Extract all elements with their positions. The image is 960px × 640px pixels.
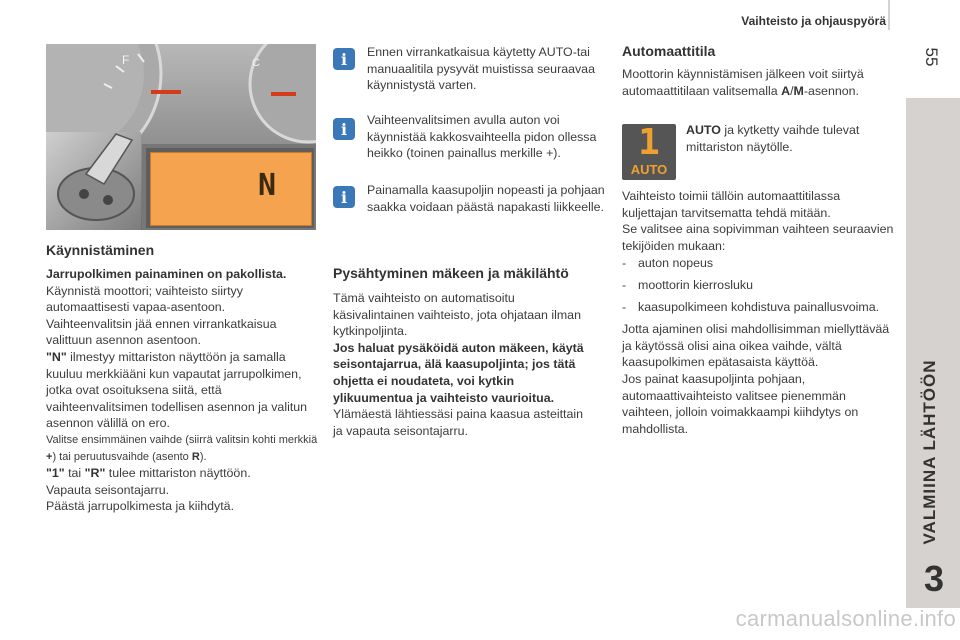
dashboard-gear-display-image: [46, 44, 316, 230]
header-rule: [888, 0, 890, 30]
hill-bold-warning: Jos haluat pysäköidä auton mäkeen, käytä seisontajarrua, älä kaasupoljinta; jos tätä ohjetta ei noudateta, voi kytkin ylikuumentua ja vaihteisto vaurioitua.: [333, 340, 584, 405]
start-n-paragraph: [46, 349, 318, 432]
gear-display-screen: [150, 152, 312, 226]
heading-start: Käynnistäminen: [46, 242, 155, 258]
list-item: - auton nopeus: [622, 256, 714, 271]
heading-auto: Automaattitila: [622, 43, 716, 59]
chapter-number: 3: [923, 558, 945, 599]
info-icon: i: [333, 48, 355, 70]
start-small-text: [46, 432, 318, 465]
gear-display-letter: N: [257, 168, 277, 203]
auto-indicator-word: AUTO: [630, 162, 668, 177]
list-item: - moottorin kierrosluku: [622, 277, 754, 292]
page-number: 55: [922, 47, 941, 67]
note-second-gear-start: Vaihteenvalitsimen avulla auton voi käynnistää kakkosvaihteella pidon ollessa heikko (toinen painallus merkille +).: [367, 113, 597, 161]
small-text-b: ) tai peruutusvaihde (asento: [52, 450, 192, 463]
svg-text:F: F: [122, 53, 130, 67]
section-start-body: [46, 266, 318, 515]
auto-indicator-text: [686, 122, 886, 155]
start-one-r-paragraph: [46, 465, 318, 482]
auto-para4: Jos painat kaasupoljinta pohjaan, automaattivaihteisto valitsee pienemmän vaihteen, jolloin voimakkaampi kiihdytys on mahdollista.: [622, 371, 859, 436]
n-label: "N": [46, 349, 67, 364]
small-r: R: [191, 450, 200, 463]
start-line2: Vaihteenvalitsin jää ennen virrankatkaisua valittuun asennon asentoon.: [46, 316, 277, 348]
list-item: - kaasupolkimeen kohdistuva painallusvoima.: [622, 299, 880, 314]
start-bold-intro: Jarrupolkimen painaminen on pakollista.: [46, 267, 287, 281]
chapter-title: VALMIINA LÄHTÖÖN: [920, 359, 939, 545]
hill-line2: Ylämäestä lähtiessäsi paina kaasua asteittain ja vapauta seisontajarru.: [333, 407, 584, 438]
auto-para3: Jotta ajaminen olisi mahdollisimman miellyttävää ja käytössä olisi aina oikea vaihde, vältä kaasupolkimen epätasaista käyttöä.: [622, 322, 890, 370]
small-text-c: ).: [199, 450, 207, 463]
auto-intro-m-label: M: [793, 83, 804, 98]
small-plus: +: [46, 450, 53, 463]
watermark: carmanualsonline.info: [735, 606, 956, 631]
small-text-a: Valitse ensimmäinen vaihde (siirrä valitsin kohti merkkiä: [46, 433, 318, 446]
auto-indicator-digit: 1: [638, 124, 660, 163]
auto-text: ja kytketty vaihde tulevat mittariston näytölle.: [686, 123, 860, 154]
hill-line1: Tämä vaihteisto on automatisoitu käsivalintainen vaihteisto, jota ohjataan ilman kytkinpoljinta.: [333, 291, 581, 339]
auto-mode-indicator-icon: [622, 124, 676, 180]
start-release-pedal: Päästä jarrupolkimesta ja kiihdytä.: [46, 499, 235, 514]
one-r-text: tulee mittariston näyttöön.: [105, 466, 251, 481]
heading-hill: Pysähtyminen mäkeen ja mäkilähtö: [333, 265, 569, 281]
auto-intro-b: -asennon.: [803, 83, 859, 98]
auto-body: [622, 188, 894, 437]
note-memory: Ennen virrankatkaisua käytetty AUTO-tai manuaalitila pysyvät muistissa seuraavaa käynnistystä varten.: [367, 45, 595, 93]
auto-intro: [622, 66, 892, 99]
auto-intro-slash: /: [790, 83, 794, 98]
one-label: "1": [46, 466, 65, 481]
info-icon: i: [333, 186, 355, 208]
info-icon: i: [333, 118, 355, 140]
auto-bold: AUTO: [686, 123, 721, 137]
auto-para1: Vaihteisto toimii tällöin automaattitilassa kuljettajan tarvitsematta tehdä mitään.: [622, 189, 841, 220]
or-word: tai: [64, 466, 85, 481]
note-kickdown-start: Painamalla kaasupoljin nopeasti ja pohjaan saakka voidaan päästä napakasti liikkeelle.: [367, 183, 605, 214]
auto-intro-a: Moottorin käynnistämisen jälkeen voit siirtyä automaattitilaan valitsemalla: [622, 67, 864, 98]
section-hill-body: [333, 290, 595, 439]
auto-para2: Se valitsee aina sopivimman vaihteen seuraavien tekijöiden mukaan:: [622, 222, 894, 253]
svg-text:C: C: [252, 57, 260, 69]
auto-intro-a-label: A: [781, 83, 791, 98]
n-text: ilmestyy mittariston näyttöön ja samalla kuuluu merkkiääni kun vapautat jarrupolkimen, jotka ovat osoituksena siitä, että vaihteenvalitsimen todellisen asennon ja valitun asennon välillä on ero.: [46, 349, 308, 431]
start-release-brake: Vapauta seisontajarru.: [46, 482, 170, 497]
start-line1: Käynnistä moottori; vaihteisto siirtyy automaattisesti vapaa-asentoon.: [46, 283, 243, 315]
running-header: Vaihteisto ja ohjauspyörä: [741, 14, 886, 28]
r-label: "R": [84, 466, 106, 481]
